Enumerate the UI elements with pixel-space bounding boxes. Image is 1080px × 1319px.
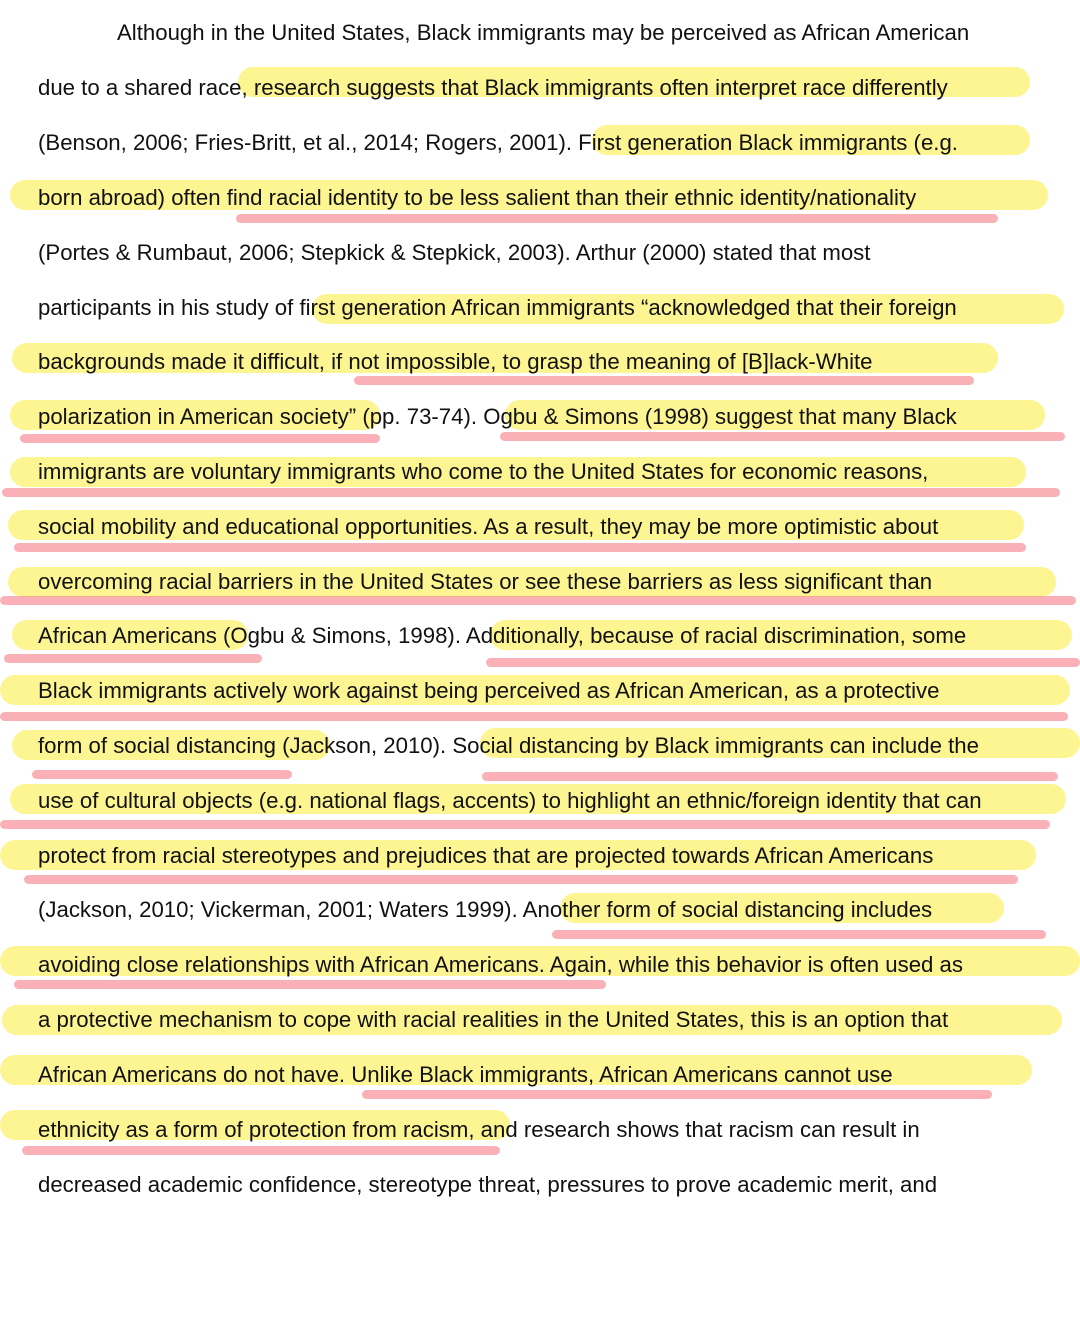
paragraph-line: Black immigrants actively work against being perceived as African American, as a protective xyxy=(38,678,940,703)
paragraph-line: backgrounds made it difficult, if not impossible, to grasp the meaning of [B]lack-White xyxy=(38,349,873,374)
paragraph-line: decreased academic confidence, stereotype threat, pressures to prove academic merit, and xyxy=(38,1172,938,1197)
paragraph-line: social mobility and educational opportunities. As a result, they may be more optimistic about xyxy=(38,514,939,539)
paragraph-line: due to a shared race, research suggests that Black immigrants often interpret race differently xyxy=(38,75,948,100)
paragraph-line: Although in the United States, Black immigrants may be perceived as African American xyxy=(117,20,970,45)
paragraph-line: (Portes & Rumbaut, 2006; Stepkick & Stepkick, 2003). Arthur (2000) stated that most xyxy=(38,240,871,265)
paragraph-line: immigrants are voluntary immigrants who come to the United States for economic reasons, xyxy=(38,459,929,484)
paragraph-line: form of social distancing (Jackson, 2010). Social distancing by Black immigrants can include the xyxy=(38,733,979,758)
paragraph-line: (Benson, 2006; Fries-Britt, et al., 2014; Rogers, 2001). First generation Black immigrants (e.g. xyxy=(38,130,958,155)
paragraph-line: African Americans do not have. Unlike Black immigrants, African Americans cannot use xyxy=(38,1062,893,1087)
paragraph-line: ethnicity as a form of protection from racism, and research shows that racism can result in xyxy=(38,1117,920,1142)
paragraph-line: avoiding close relationships with African Americans. Again, while this behavior is often used as xyxy=(38,952,963,977)
paragraph-line: a protective mechanism to cope with racial realities in the United States, this is an option that xyxy=(38,1007,949,1032)
paragraph-line: protect from racial stereotypes and prejudices that are projected towards African Americans xyxy=(38,843,934,868)
paragraph-line: born abroad) often find racial identity to be less salient than their ethnic identity/nationality xyxy=(38,185,917,210)
paragraph-line: (Jackson, 2010; Vickerman, 2001; Waters 1999). Another form of social distancing includes xyxy=(38,897,933,922)
paragraph-line: participants in his study of first generation African immigrants “acknowledged that their foreign xyxy=(38,295,957,320)
paragraph-line: use of cultural objects (e.g. national flags, accents) to highlight an ethnic/foreign identity that can xyxy=(38,788,982,813)
paragraph-line: overcoming racial barriers in the United States or see these barriers as less significant than xyxy=(38,569,933,594)
paragraph-line: polarization in American society” (pp. 73-74). Ogbu & Simons (1998) suggest that many Black xyxy=(38,404,957,429)
paragraph-line: African Americans (Ogbu & Simons, 1998). Additionally, because of racial discrimination, some xyxy=(38,623,967,648)
